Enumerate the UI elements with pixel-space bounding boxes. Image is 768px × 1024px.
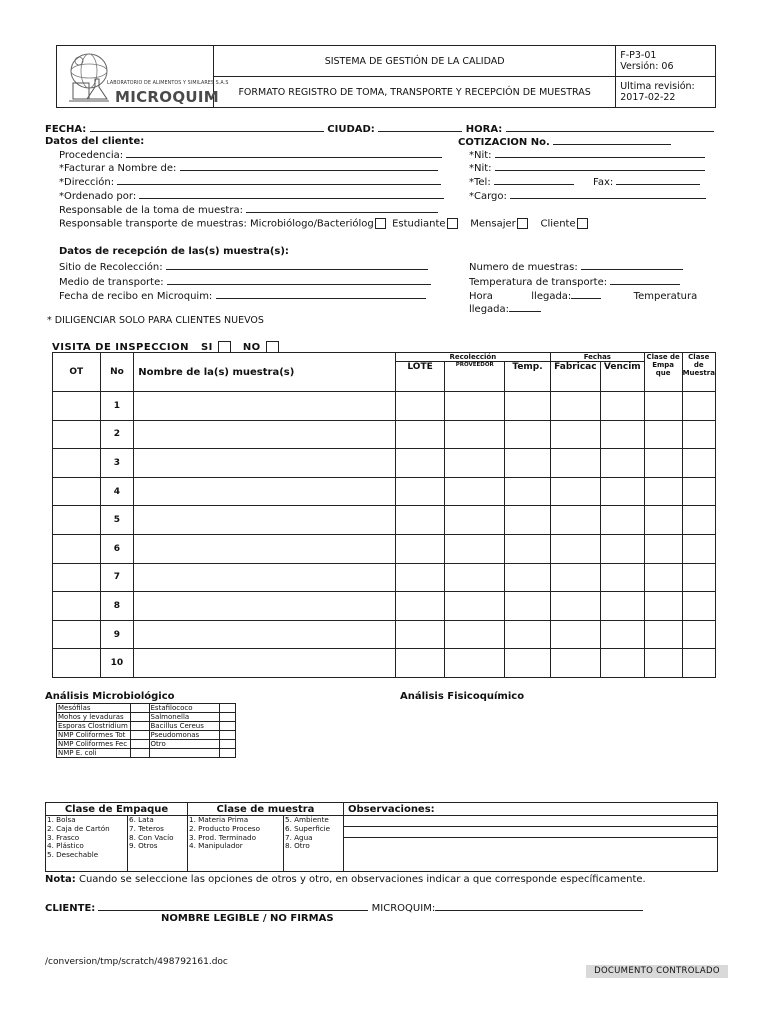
table-cell[interactable] bbox=[600, 563, 644, 592]
table-row bbox=[53, 620, 716, 649]
micro-row bbox=[57, 749, 236, 758]
table-cell[interactable] bbox=[445, 534, 505, 563]
micro-title: Análisis Microbiológico bbox=[45, 691, 175, 702]
micro-left-label: NMP Coliformes Fec bbox=[57, 740, 131, 749]
table-cell[interactable] bbox=[445, 477, 505, 506]
table-cell[interactable] bbox=[550, 392, 600, 421]
fisico-title: Análisis Fisicoquímico bbox=[400, 691, 525, 702]
sitio-row bbox=[59, 261, 428, 274]
nota-row bbox=[45, 874, 646, 886]
col-temp: Temp. bbox=[505, 362, 551, 392]
cliente-signature-field[interactable] bbox=[98, 902, 368, 911]
fax-label: Fax: bbox=[592, 177, 614, 188]
table-cell[interactable] bbox=[53, 506, 101, 535]
cliente-type-label: Cliente bbox=[540, 218, 576, 230]
muestra-col1 bbox=[188, 816, 284, 872]
table-row bbox=[53, 449, 716, 478]
row-number: 5 bbox=[100, 506, 134, 535]
visita-label: VISITA DE INSPECCION bbox=[52, 342, 189, 353]
micro-left-check[interactable] bbox=[131, 722, 149, 731]
table-cell[interactable] bbox=[134, 449, 395, 478]
table-cell[interactable] bbox=[505, 592, 551, 621]
table-cell[interactable] bbox=[682, 506, 715, 535]
micro-right-check[interactable] bbox=[219, 722, 235, 731]
option-item: 9. Otros bbox=[129, 841, 158, 851]
col-lote: LOTE bbox=[395, 362, 445, 392]
table-cell[interactable] bbox=[550, 563, 600, 592]
llegada-label: llegada: bbox=[531, 291, 572, 302]
table-cell[interactable] bbox=[445, 506, 505, 535]
micro-row bbox=[57, 713, 236, 722]
estudiante-label: Estudiante bbox=[392, 218, 446, 230]
system-title: SISTEMA DE GESTIÓN DE LA CALIDAD bbox=[214, 46, 616, 77]
fecha-label: FECHA: bbox=[45, 124, 87, 135]
muestra-title: Clase de muestra bbox=[188, 803, 344, 816]
table-row bbox=[53, 420, 716, 449]
col-nombre: Nombre de la(s) muestra(s) bbox=[134, 353, 395, 392]
option-item: 5. Desechable bbox=[47, 850, 99, 860]
empaque-col1 bbox=[46, 816, 128, 872]
direccion-field[interactable] bbox=[117, 176, 441, 185]
table-cell[interactable] bbox=[682, 534, 715, 563]
micro-right-label bbox=[149, 749, 219, 758]
table-cell[interactable] bbox=[134, 649, 395, 678]
samples-table bbox=[52, 352, 716, 678]
sitio-label: Sitio de Recolección: bbox=[59, 262, 163, 273]
facturar-field[interactable] bbox=[180, 162, 438, 171]
option-item: 6. Superficie bbox=[285, 823, 331, 833]
logo-cell bbox=[57, 46, 229, 108]
ordenado-field[interactable] bbox=[139, 190, 444, 199]
table-cell[interactable] bbox=[445, 649, 505, 678]
table-cell[interactable] bbox=[682, 649, 715, 678]
table-cell[interactable] bbox=[445, 620, 505, 649]
option-item: 4. Plástico bbox=[47, 841, 84, 851]
option-item: 3. Prod. Terminado bbox=[189, 832, 257, 842]
temp-transporte-label: Temperatura de transporte: bbox=[469, 277, 608, 288]
table-cell[interactable] bbox=[600, 449, 644, 478]
llegada2-label: llegada: bbox=[469, 304, 510, 315]
table-cell[interactable] bbox=[682, 477, 715, 506]
option-item: 7. Agua bbox=[285, 832, 313, 842]
micro-right-check[interactable] bbox=[219, 740, 235, 749]
mensajero-checkbox[interactable] bbox=[517, 218, 528, 229]
cliente-signature-label: CLIENTE: bbox=[45, 903, 96, 914]
table-cell[interactable] bbox=[644, 592, 682, 621]
table-cell[interactable] bbox=[600, 477, 644, 506]
temp-llegada-field[interactable] bbox=[509, 303, 541, 312]
nit2-label: *Nit: bbox=[469, 163, 492, 174]
no-label: NO bbox=[242, 342, 261, 353]
row-number: 3 bbox=[100, 449, 134, 478]
table-cell[interactable] bbox=[445, 563, 505, 592]
medio-row bbox=[59, 276, 431, 289]
nota-text: Cuando se seleccione las opciones de otros y otro, en observaciones indicar a que corresponde específicamente. bbox=[78, 874, 646, 885]
table-cell[interactable] bbox=[550, 592, 600, 621]
table-cell[interactable] bbox=[600, 649, 644, 678]
ordenado-label: *Ordenado por: bbox=[59, 191, 137, 202]
table-cell[interactable] bbox=[395, 592, 445, 621]
fecha-field[interactable] bbox=[90, 123, 324, 132]
observaciones-cell[interactable] bbox=[344, 816, 718, 872]
table-cell[interactable] bbox=[134, 592, 395, 621]
table-cell[interactable] bbox=[134, 534, 395, 563]
direccion-row bbox=[59, 176, 441, 189]
table-row bbox=[53, 534, 716, 563]
hora-label: HORA: bbox=[465, 124, 503, 135]
form-title: FORMATO REGISTRO DE TOMA, TRANSPORTE Y RECEPCIÓN DE MUESTRAS bbox=[214, 77, 616, 108]
col-clase-empaque: Clase de Empa que bbox=[644, 353, 682, 392]
micro-right-label: Pseudomonas bbox=[149, 731, 219, 740]
tel-fax-row bbox=[469, 176, 700, 189]
nit2-field[interactable] bbox=[495, 162, 705, 171]
col-recoleccion: Recolección bbox=[395, 353, 550, 362]
fecha-row bbox=[45, 123, 714, 136]
micro-left-label: Mohos y levaduras bbox=[57, 713, 131, 722]
table-cell[interactable] bbox=[445, 449, 505, 478]
micro-left-label: Mesófilas bbox=[57, 704, 131, 713]
nit1-label: *Nit: bbox=[469, 150, 492, 161]
file-path: /conversion/tmp/scratch/498792161.doc bbox=[45, 957, 228, 967]
logo-wordmark: MICROQUIM bbox=[115, 87, 219, 106]
table-cell[interactable] bbox=[550, 506, 600, 535]
table-cell[interactable] bbox=[550, 649, 600, 678]
micro-left-check[interactable] bbox=[131, 731, 149, 740]
table-cell[interactable] bbox=[134, 420, 395, 449]
table-cell[interactable] bbox=[134, 620, 395, 649]
col-fabricac: Fabricac bbox=[550, 362, 600, 392]
micro-left-label: NMP E. coli bbox=[57, 749, 131, 758]
table-cell[interactable] bbox=[53, 563, 101, 592]
temp-transporte-field[interactable] bbox=[610, 276, 680, 285]
table-cell[interactable] bbox=[550, 449, 600, 478]
table-cell[interactable] bbox=[644, 449, 682, 478]
resp-transporte-row bbox=[59, 218, 588, 231]
nota-label: Nota: bbox=[45, 874, 76, 885]
revision-cell bbox=[616, 77, 716, 108]
option-item: 8. Con Vacío bbox=[129, 832, 174, 842]
clases-table bbox=[45, 802, 718, 872]
micro-right-label: Otro bbox=[149, 740, 219, 749]
cargo-field[interactable] bbox=[510, 190, 706, 199]
table-cell[interactable] bbox=[644, 534, 682, 563]
ciudad-label: CIUDAD: bbox=[327, 124, 375, 135]
logo-subtitle: LABORATORIO DE ALIMENTOS Y SIMILARES S.A.S bbox=[107, 80, 229, 86]
mensajero-label: Mensajer bbox=[470, 218, 516, 230]
table-cell[interactable] bbox=[550, 420, 600, 449]
row-number: 2 bbox=[100, 420, 134, 449]
option-item: 7. Teteros bbox=[129, 823, 164, 833]
row-number: 10 bbox=[100, 649, 134, 678]
option-item: 1. Bolsa bbox=[47, 815, 76, 824]
fecha-recibo-label: Fecha de recibo en Microquim: bbox=[59, 291, 213, 302]
hora-field[interactable] bbox=[506, 123, 714, 132]
procedencia-label: Procedencia: bbox=[59, 150, 124, 161]
table-cell[interactable] bbox=[134, 506, 395, 535]
table-cell[interactable] bbox=[644, 392, 682, 421]
micro-right-label: Salmonella bbox=[149, 713, 219, 722]
resp-toma-row bbox=[59, 204, 438, 217]
cotizacion-label: COTIZACION No. bbox=[458, 137, 550, 148]
hora-llegada-row bbox=[469, 290, 697, 303]
table-cell[interactable] bbox=[644, 620, 682, 649]
micro-right-check[interactable] bbox=[219, 731, 235, 740]
table-cell[interactable] bbox=[395, 563, 445, 592]
table-cell[interactable] bbox=[505, 620, 551, 649]
nombre-legible: NOMBRE LEGIBLE / NO FIRMAS bbox=[161, 913, 334, 924]
micro-table bbox=[56, 703, 236, 758]
table-cell[interactable] bbox=[600, 392, 644, 421]
sitio-field[interactable] bbox=[166, 261, 428, 270]
table-cell[interactable] bbox=[395, 477, 445, 506]
table-cell[interactable] bbox=[53, 649, 101, 678]
table-cell[interactable] bbox=[600, 620, 644, 649]
table-cell[interactable] bbox=[505, 449, 551, 478]
facturar-row bbox=[59, 162, 438, 175]
table-cell[interactable] bbox=[682, 592, 715, 621]
direccion-label: *Dirección: bbox=[59, 177, 115, 188]
cotizacion-field[interactable] bbox=[553, 136, 671, 145]
document-version: Versión: 06 bbox=[620, 61, 674, 72]
table-cell[interactable] bbox=[550, 620, 600, 649]
table-cell[interactable] bbox=[682, 620, 715, 649]
table-cell[interactable] bbox=[505, 392, 551, 421]
tel-field[interactable] bbox=[494, 176, 574, 185]
resp-toma-field[interactable] bbox=[246, 204, 438, 213]
table-cell[interactable] bbox=[550, 477, 600, 506]
microquim-signature-label: MICROQUIM: bbox=[371, 903, 436, 914]
temperatura-label: Temperatura bbox=[633, 291, 698, 302]
table-cell[interactable] bbox=[134, 477, 395, 506]
table-cell[interactable] bbox=[682, 420, 715, 449]
micro-right-check[interactable] bbox=[219, 713, 235, 722]
microquim-signature-field[interactable] bbox=[435, 902, 643, 911]
table-cell[interactable] bbox=[395, 534, 445, 563]
si-label: SI bbox=[200, 342, 213, 353]
table-cell[interactable] bbox=[445, 392, 505, 421]
table-cell[interactable] bbox=[395, 392, 445, 421]
table-cell[interactable] bbox=[600, 592, 644, 621]
micro-right-label: Bacillus Cereus bbox=[149, 722, 219, 731]
table-cell[interactable] bbox=[395, 449, 445, 478]
fecha-recibo-field[interactable] bbox=[216, 290, 426, 299]
table-row bbox=[53, 477, 716, 506]
table-cell[interactable] bbox=[644, 649, 682, 678]
table-cell[interactable] bbox=[550, 534, 600, 563]
table-row bbox=[53, 506, 716, 535]
cotizacion-row bbox=[458, 136, 671, 149]
table-cell[interactable] bbox=[505, 420, 551, 449]
col-proveedor: PROVEEDOR bbox=[445, 362, 505, 392]
table-cell[interactable] bbox=[600, 506, 644, 535]
table-cell[interactable] bbox=[505, 649, 551, 678]
company-logo bbox=[57, 47, 229, 107]
row-number: 8 bbox=[100, 592, 134, 621]
table-cell[interactable] bbox=[53, 534, 101, 563]
micro-left-check[interactable] bbox=[131, 704, 149, 713]
numero-label: Numero de muestras: bbox=[469, 262, 578, 273]
micro-left-check[interactable] bbox=[131, 749, 149, 758]
table-cell[interactable] bbox=[505, 506, 551, 535]
table-cell[interactable] bbox=[644, 420, 682, 449]
observaciones-title: Observaciones: bbox=[344, 803, 718, 816]
temp-transporte-row bbox=[469, 276, 680, 289]
table-row bbox=[53, 649, 716, 678]
estudiante-checkbox[interactable] bbox=[447, 218, 458, 229]
microbiologo-label: Microbiólogo/Bacteriólog bbox=[250, 218, 374, 230]
row-number: 9 bbox=[100, 620, 134, 649]
temp-llegada-row bbox=[469, 303, 541, 316]
ciudad-field[interactable] bbox=[378, 123, 462, 132]
micro-row bbox=[57, 704, 236, 713]
nit2-row bbox=[469, 162, 705, 175]
facturar-label: *Facturar a Nombre de: bbox=[59, 163, 177, 174]
table-cell[interactable] bbox=[445, 420, 505, 449]
option-item: 6. Lata bbox=[129, 815, 154, 824]
table-cell[interactable] bbox=[682, 449, 715, 478]
table-cell[interactable] bbox=[395, 620, 445, 649]
lab-flask-icon bbox=[65, 49, 113, 103]
option-item: 2. Caja de Cartón bbox=[47, 823, 110, 833]
micro-row bbox=[57, 731, 236, 740]
reception-heading: Datos de recepción de las(s) muestra(s): bbox=[59, 246, 289, 257]
numero-row bbox=[469, 261, 683, 274]
fax-field[interactable] bbox=[616, 176, 700, 185]
table-cell[interactable] bbox=[134, 563, 395, 592]
table-cell[interactable] bbox=[445, 592, 505, 621]
option-item: 5. Ambiente bbox=[285, 815, 329, 824]
row-number: 1 bbox=[100, 392, 134, 421]
micro-left-label: Esporas Clostridium bbox=[57, 722, 131, 731]
micro-left-check[interactable] bbox=[131, 713, 149, 722]
table-cell[interactable] bbox=[682, 392, 715, 421]
micro-row bbox=[57, 740, 236, 749]
micro-row bbox=[57, 722, 236, 731]
col-vencim: Vencim bbox=[600, 362, 644, 392]
table-cell[interactable] bbox=[395, 420, 445, 449]
table-cell[interactable] bbox=[53, 449, 101, 478]
microbiologo-checkbox[interactable] bbox=[375, 218, 386, 229]
option-item: 1. Materia Prima bbox=[189, 815, 249, 824]
col-ot: OT bbox=[53, 353, 101, 392]
table-cell[interactable] bbox=[395, 649, 445, 678]
table-cell[interactable] bbox=[395, 506, 445, 535]
table-cell[interactable] bbox=[600, 420, 644, 449]
table-cell[interactable] bbox=[53, 477, 101, 506]
table-cell[interactable] bbox=[53, 620, 101, 649]
table-cell[interactable] bbox=[134, 392, 395, 421]
table-cell[interactable] bbox=[644, 477, 682, 506]
micro-right-check[interactable] bbox=[219, 749, 235, 758]
documento-controlado-badge: DOCUMENTO CONTROLADO bbox=[586, 965, 728, 978]
micro-left-check[interactable] bbox=[131, 740, 149, 749]
procedencia-field[interactable] bbox=[126, 149, 442, 158]
muestra-col2 bbox=[284, 816, 344, 872]
signature-row bbox=[45, 902, 643, 915]
table-cell[interactable] bbox=[644, 506, 682, 535]
empaque-col2 bbox=[128, 816, 188, 872]
cliente-checkbox[interactable] bbox=[577, 218, 588, 229]
resp-transporte-label: Responsable transporte de muestras: bbox=[59, 218, 247, 230]
micro-right-label: Estafilococo bbox=[149, 704, 219, 713]
procedencia-row bbox=[59, 149, 442, 162]
revision-label: Ultima revisión: bbox=[620, 81, 695, 92]
resp-toma-label: Responsable de la toma de muestra: bbox=[59, 205, 243, 216]
table-cell[interactable] bbox=[682, 563, 715, 592]
table-cell[interactable] bbox=[505, 477, 551, 506]
medio-label: Medio de transporte: bbox=[59, 277, 164, 288]
col-clase-muestra: Clase de Muestra bbox=[682, 353, 715, 392]
document-code-cell bbox=[616, 46, 716, 77]
row-number: 7 bbox=[100, 563, 134, 592]
row-number: 6 bbox=[100, 534, 134, 563]
micro-left-label: NMP Coliformes Tot bbox=[57, 731, 131, 740]
nit1-field[interactable] bbox=[495, 149, 705, 158]
col-fechas: Fechas bbox=[550, 353, 644, 362]
tel-label: *Tel: bbox=[469, 177, 491, 188]
table-row bbox=[53, 563, 716, 592]
hora-llegada-field[interactable] bbox=[571, 290, 601, 299]
empaque-title: Clase de Empaque bbox=[46, 803, 188, 816]
micro-right-check[interactable] bbox=[219, 704, 235, 713]
medio-field[interactable] bbox=[167, 276, 431, 285]
nit1-row bbox=[469, 149, 705, 162]
document-header bbox=[56, 45, 716, 108]
table-cell[interactable] bbox=[505, 534, 551, 563]
cargo-row bbox=[469, 190, 706, 203]
table-cell[interactable] bbox=[53, 420, 101, 449]
nuevos-clientes-note: * DILIGENCIAR SOLO PARA CLIENTES NUEVOS bbox=[47, 315, 264, 326]
cargo-label: *Cargo: bbox=[469, 191, 507, 202]
option-item: 8. Otro bbox=[285, 841, 310, 851]
revision-date: 2017-02-22 bbox=[620, 92, 676, 103]
fecha-recibo-row bbox=[59, 290, 426, 303]
hora-label: Hora bbox=[469, 291, 493, 302]
ordenado-row bbox=[59, 190, 444, 203]
table-cell[interactable] bbox=[644, 563, 682, 592]
col-no: No bbox=[100, 353, 134, 392]
datos-cliente-heading: Datos del cliente: bbox=[45, 136, 145, 147]
table-row bbox=[53, 592, 716, 621]
table-cell[interactable] bbox=[600, 534, 644, 563]
document-code: F-P3-01 bbox=[620, 50, 657, 61]
numero-field[interactable] bbox=[581, 261, 683, 270]
option-item: 3. Frasco bbox=[47, 832, 80, 842]
table-cell[interactable] bbox=[53, 592, 101, 621]
table-cell[interactable] bbox=[53, 392, 101, 421]
row-number: 4 bbox=[100, 477, 134, 506]
table-cell[interactable] bbox=[505, 563, 551, 592]
option-item: 4. Manipulador bbox=[189, 841, 243, 851]
table-row bbox=[53, 392, 716, 421]
option-item: 2. Producto Proceso bbox=[189, 823, 261, 833]
